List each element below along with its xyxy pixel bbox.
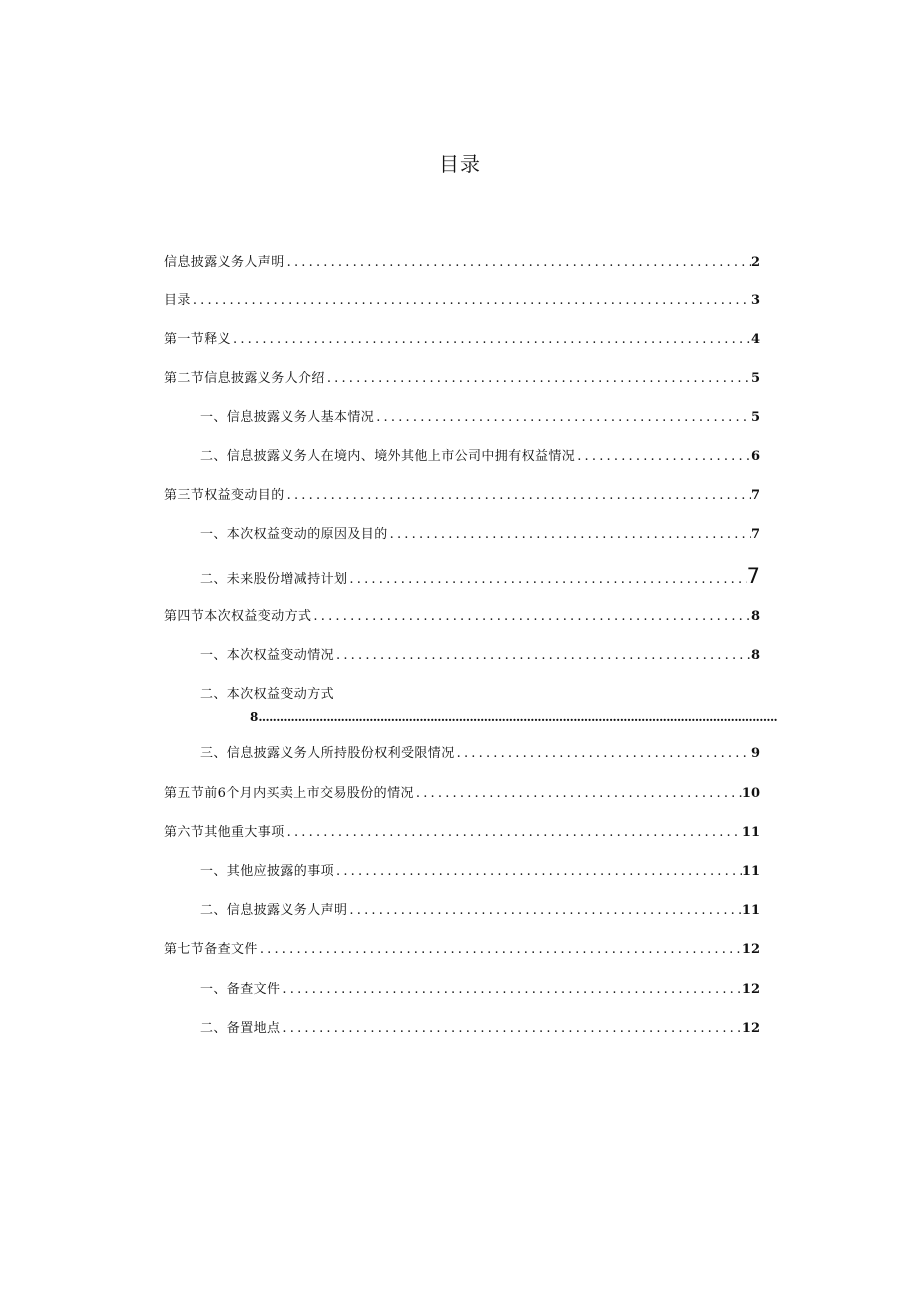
toc-entry[interactable] <box>200 407 760 429</box>
toc-entry[interactable] <box>200 446 760 468</box>
toc-entry[interactable] <box>200 861 760 883</box>
toc-entry-page: 7 <box>746 564 760 588</box>
toc-entry-title: 二、未来股份增减持计划 <box>200 572 348 587</box>
dot-leader <box>258 709 778 725</box>
toc-entry-page: 8 <box>750 648 760 663</box>
toc-entry-page: 12 <box>741 982 760 997</box>
dot-leader <box>285 485 751 507</box>
toc-entry-page: 4 <box>750 332 760 347</box>
toc-entry-page: 11 <box>741 825 760 840</box>
dot-leader <box>334 645 751 667</box>
toc-entry-title: 二、备置地点 <box>200 1021 281 1036</box>
dot-leader <box>280 979 742 1001</box>
dot-leader <box>231 329 751 351</box>
dot-leader <box>280 1018 742 1040</box>
toc-entry-page: 11 <box>741 903 760 918</box>
toc-entry-title: 二、信息披露义务人在境内、境外其他上市公司中拥有权益情况 <box>200 449 576 464</box>
dot-leader <box>311 606 751 628</box>
toc-entry-page: 8 <box>750 609 760 624</box>
toc-entry-page: 10 <box>741 786 760 801</box>
dot-leader <box>374 407 751 429</box>
toc-entry-title: 目录 <box>164 293 191 308</box>
toc-entry[interactable] <box>164 485 760 507</box>
toc-entry[interactable] <box>164 252 760 274</box>
toc-entry[interactable] <box>200 524 760 546</box>
dot-leader <box>285 822 742 844</box>
toc-entry-title: 第七节备查文件 <box>164 942 258 957</box>
toc-entry-page: 3 <box>750 293 760 308</box>
toc-entry-title: 第二节信息披露义务人介绍 <box>164 371 325 386</box>
toc-entry-page: 7 <box>750 527 760 542</box>
page-title: 目录 <box>439 152 481 176</box>
dot-leader <box>347 569 746 591</box>
toc-entry-title: 第五节前6个月内买卖上市交易股份的情况 <box>164 786 414 801</box>
dot-leader <box>388 524 751 546</box>
toc-entry[interactable] <box>200 900 760 922</box>
toc-entry-page: 2 <box>750 255 760 270</box>
dot-leader <box>191 290 751 312</box>
toc-entry-title: 一、信息披露义务人基本情况 <box>200 410 375 425</box>
toc-entry-page: 12 <box>741 942 760 957</box>
toc-entry-page: 5 <box>750 410 760 425</box>
toc-entry-title: 第三节权益变动目的 <box>164 488 285 503</box>
dot-leader <box>258 939 742 961</box>
toc-entry-page: 11 <box>741 864 760 879</box>
toc-entry[interactable] <box>164 290 760 312</box>
toc-entry[interactable] <box>164 783 760 805</box>
toc-entry-page: 9 <box>750 746 760 761</box>
toc-entry-title: 二、信息披露义务人声明 <box>200 903 348 918</box>
toc-entry-title: 一、本次权益变动的原因及目的 <box>200 527 388 542</box>
toc-entry-title: 信息披露义务人声明 <box>164 255 285 270</box>
toc-entry[interactable] <box>200 684 760 706</box>
toc-entry-title: 一、其他应披露的事项 <box>200 864 335 879</box>
toc-entry-title: 第一节释义 <box>164 332 232 347</box>
toc-entry-title: 二、本次权益变动方式 <box>200 687 335 702</box>
toc-entry[interactable] <box>200 565 760 587</box>
toc-entry-title: 第四节本次权益变动方式 <box>164 609 312 624</box>
toc-entry[interactable] <box>200 645 760 667</box>
toc-entry-title: 一、备查文件 <box>200 982 281 997</box>
dot-leader <box>334 861 742 883</box>
toc-entry-page: 6 <box>750 449 760 464</box>
dot-leader <box>575 446 751 468</box>
toc-entry-page: 12 <box>741 1021 760 1036</box>
toc-entry[interactable] <box>164 368 760 390</box>
toc-entry[interactable] <box>164 939 760 961</box>
toc-entry-page: 5 <box>750 371 760 386</box>
dot-leader <box>347 900 742 922</box>
dot-leader <box>455 743 751 765</box>
toc-entry[interactable] <box>200 743 760 765</box>
dot-leader <box>285 252 751 274</box>
toc-entry-page: 8 <box>250 710 259 724</box>
toc-entry[interactable] <box>200 1018 760 1040</box>
toc-entry-page: 7 <box>750 488 760 503</box>
toc-entry[interactable] <box>164 329 760 351</box>
toc-entry-title: 一、本次权益变动情况 <box>200 648 335 663</box>
dot-leader <box>325 368 751 390</box>
toc-entry[interactable] <box>164 822 760 844</box>
toc-entry-title: 三、信息披露义务人所持股份权利受限情况 <box>200 746 455 761</box>
toc-entry-wrapped-line[interactable] <box>250 709 778 725</box>
dot-leader <box>414 783 742 805</box>
toc-entry[interactable] <box>200 979 760 1001</box>
toc-entry-title: 第六节其他重大事项 <box>164 825 285 840</box>
toc-entry[interactable] <box>164 606 760 628</box>
